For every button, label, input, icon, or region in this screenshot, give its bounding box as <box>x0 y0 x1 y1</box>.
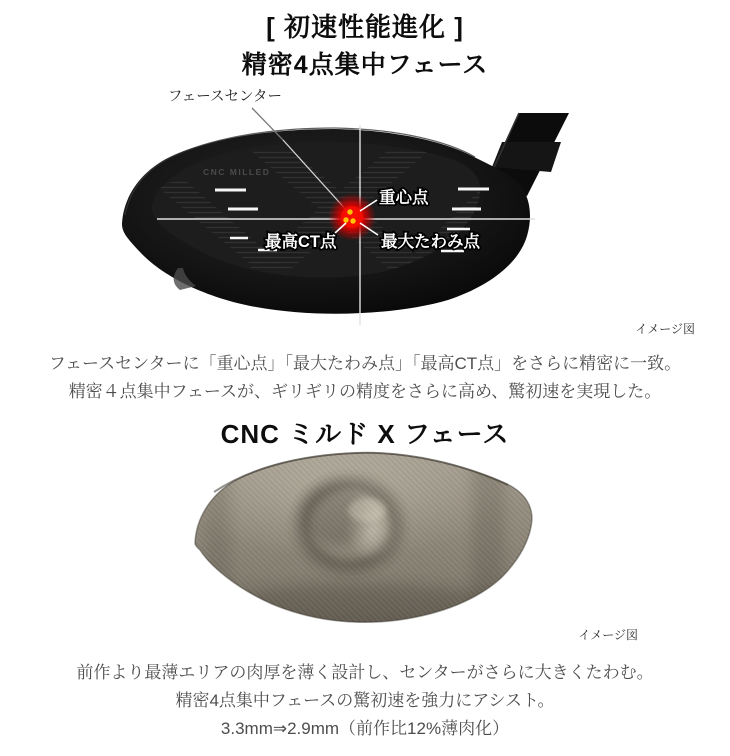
face-center-label: フェースセンター <box>168 89 282 105</box>
marker-dot <box>347 209 352 214</box>
cg-point-label: 重心点 <box>379 189 429 207</box>
figure1-caption: イメージ図 <box>635 322 695 336</box>
paragraph-line: 前作より最薄エリアの肉厚を薄く設計し、センターがさらに大きくたわむ。 <box>76 663 654 682</box>
paragraph-line: 3.3mm⇒2.9mm（前作比12%薄肉化） <box>220 719 510 738</box>
section2-title: CNC ミルド X フェース <box>220 419 510 449</box>
max-deflection-point-label: 最大たわみ点 <box>381 233 480 251</box>
marker-dot <box>343 217 348 222</box>
marker-dot <box>350 218 355 223</box>
face-plate <box>150 448 570 643</box>
section1-paragraph <box>0 350 730 406</box>
section1-subtitle: 精密4点集中フェース <box>241 51 489 79</box>
face-plate-figure <box>0 448 730 643</box>
max-ct-point-label: 最高CT点 <box>265 233 337 251</box>
cnc-milled-engraving: CNC MILLED <box>203 167 271 177</box>
paragraph-line: フェースセンターに「重心点」「最大たわみ点」「最高CT点」をさらに精密に一致。 <box>48 354 682 373</box>
paragraph-line: 精密4点集中フェースの驚初速を強力にアシスト。 <box>175 691 555 710</box>
paragraph-line: 精密４点集中フェースが、ギリギリの精度をさらに高め、驚初速を実現した。 <box>68 382 662 401</box>
figure2-caption: イメージ図 <box>578 628 638 642</box>
section1-title: [ 初速性能進化 ] <box>266 12 464 42</box>
driver-head-figure <box>0 85 730 340</box>
section2-paragraph <box>0 659 730 743</box>
